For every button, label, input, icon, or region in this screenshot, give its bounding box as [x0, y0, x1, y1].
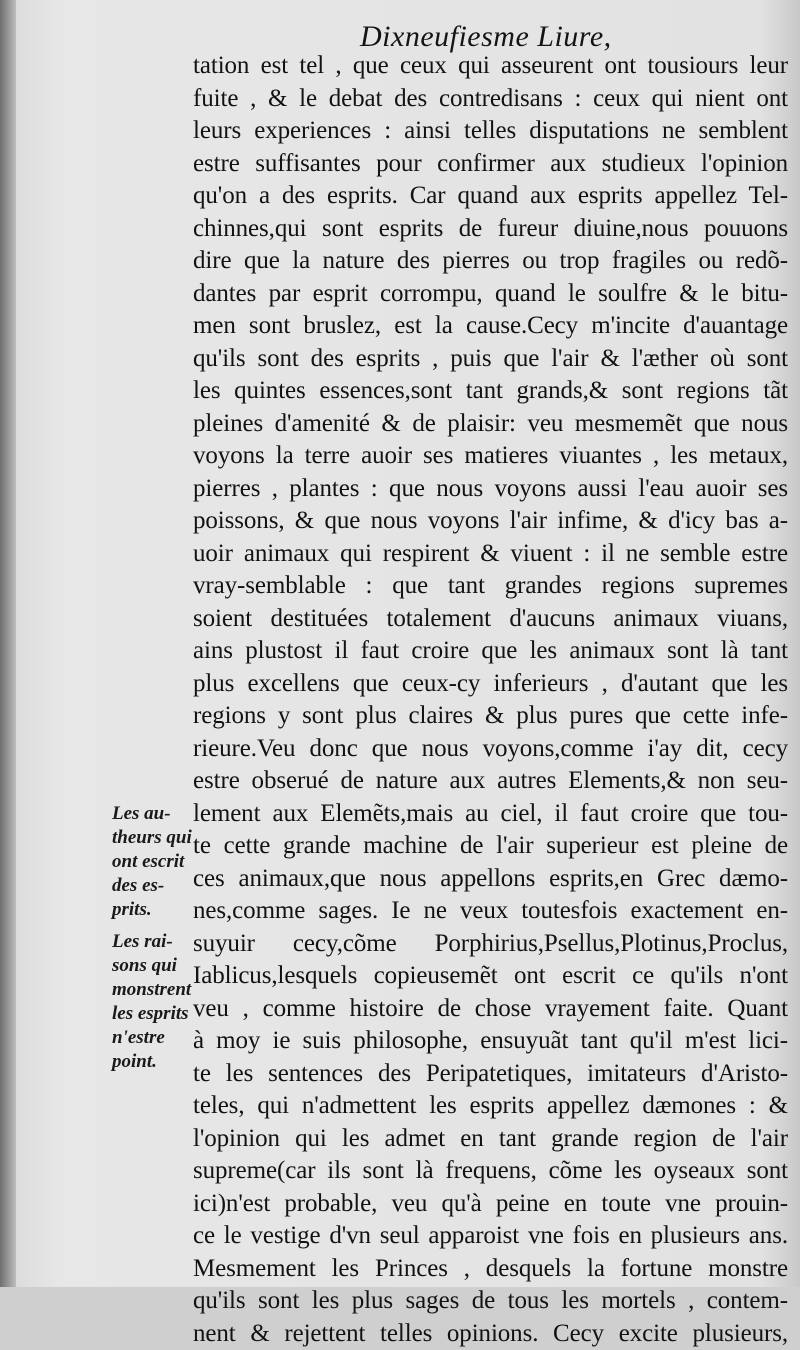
text-line: plus excellens que ceux-cy inferieurs , d'autant que les: [193, 668, 788, 701]
text-line: estre obserué de nature aux autres Elements,& non seu-: [193, 765, 788, 798]
body-text: [193, 50, 788, 1350]
margin-note-line: ont escrit: [112, 850, 198, 874]
text-line: rieure.Veu donc que nous voyons,comme i'ay dit, cecy: [193, 733, 788, 766]
margin-note-line: Les rai-: [112, 930, 198, 954]
text-line: nes,comme sages. Ie ne veux toutesfois exactement en-: [193, 895, 788, 928]
text-line: vray-semblable : que tant grandes regions supremes: [193, 570, 788, 603]
text-line: l'opinion qui les admet en tant grande region de l'air: [193, 1123, 788, 1156]
text-line: dantes par esprit corrompu, quand le soulfre & le bitu-: [193, 278, 788, 311]
text-line: regions y sont plus claires & plus pures que cette infe-: [193, 700, 788, 733]
text-line: veu , comme histoire de chose vrayement faite. Quant: [193, 993, 788, 1026]
text-line: pleines d'amenité & de plaisir: veu mesmemẽt que nous: [193, 408, 788, 441]
text-line: Iablicus,lesquels copieusemẽt ont escrit ce qu'ils n'ont: [193, 960, 788, 993]
margin-note-line: prits.: [112, 898, 198, 922]
text-line: qu'on a des esprits. Car quand aux esprits appellez Tel-: [193, 180, 788, 213]
text-line: men sont bruslez, est la cause.Cecy m'incite d'auantage: [193, 310, 788, 343]
text-line: uoir animaux qui respirent & viuent : il ne semble estre: [193, 538, 788, 571]
margin-note-line: sons qui: [112, 954, 198, 978]
margin-note-line: Les au-: [112, 802, 198, 826]
text-line: ce le vestige d'vn seul apparoist vne fois en plusieurs ans.: [193, 1220, 788, 1253]
text-line: ces animaux,que nous appellons esprits,en Grec dæmo-: [193, 863, 788, 896]
page-gutter: [0, 0, 16, 1287]
text-line: poissons, & que nous voyons l'air infime, & d'icy bas a-: [193, 505, 788, 538]
text-line: lement aux Elemẽts,mais au ciel, il faut croire que tou-: [193, 798, 788, 831]
text-line: leurs experiences : ainsi telles disputations ne semblent: [193, 115, 788, 148]
margin-note-line: theurs qui: [112, 826, 198, 850]
text-line: à moy ie suis philosophe, ensuyuãt tant qu'il m'est lici-: [193, 1025, 788, 1058]
text-line: nent & rejettent telles opinions. Cecy excite plusieurs,: [193, 1318, 788, 1350]
text-line: voyons la terre auoir ses matieres viuantes , les metaux,: [193, 440, 788, 473]
text-line: pierres , plantes : que nous voyons aussi l'eau auoir ses: [193, 473, 788, 506]
text-line: ains plustost il faut croire que les animaux sont là tant: [193, 635, 788, 668]
margin-note-reasons: [112, 930, 198, 1074]
text-line: dire que la nature des pierres ou trop fragiles ou redõ-: [193, 245, 788, 278]
text-line: qu'ils sont les plus sages de tous les mortels , contem-: [193, 1285, 788, 1318]
text-line: soient destituées totalement d'aucuns animaux viuans,: [193, 603, 788, 636]
text-line: ici)n'est probable, veu qu'à peine en toute vne prouin-: [193, 1188, 788, 1221]
margin-note-line: des es-: [112, 874, 198, 898]
text-line: teles, qui n'admettent les esprits appellez dæmones : &: [193, 1090, 788, 1123]
text-line: Mesmement les Princes , desquels la fortune monstre: [193, 1253, 788, 1286]
text-line: suyuir cecy,cõme Porphirius,Psellus,Plotinus,Proclus,: [193, 928, 788, 961]
margin-note-line: monstrent: [112, 978, 198, 1002]
running-head: Dixneufiesme Liure,: [360, 20, 612, 54]
margin-note-line: les esprits: [112, 1002, 198, 1026]
marginal-notes: [112, 802, 198, 1074]
text-line: chinnes,qui sont esprits de fureur diuine,nous pouuons: [193, 213, 788, 246]
margin-note-authors: [112, 802, 198, 922]
text-line: qu'ils sont des esprits , puis que l'air & l'æther où sont: [193, 343, 788, 376]
text-line: les quintes essences,sont tant grands,& sont regions tãt: [193, 375, 788, 408]
text-line: tation est tel , que ceux qui asseurent ont tousiours leur: [193, 50, 788, 83]
text-line: fuite , & le debat des contredisans : ceux qui nient ont: [193, 83, 788, 116]
text-line: te cette grande machine de l'air superieur est pleine de: [193, 830, 788, 863]
margin-note-gap: [112, 922, 198, 930]
text-line: supreme(car ils sont là frequens, cõme les oyseaux sont: [193, 1155, 788, 1188]
text-line: te les sentences des Peripatetiques, imitateurs d'Aristo-: [193, 1058, 788, 1091]
text-line: estre suffisantes pour confirmer aux studieux l'opinion: [193, 148, 788, 181]
margin-note-line: n'estre: [112, 1026, 198, 1050]
margin-note-line: point.: [112, 1050, 198, 1074]
